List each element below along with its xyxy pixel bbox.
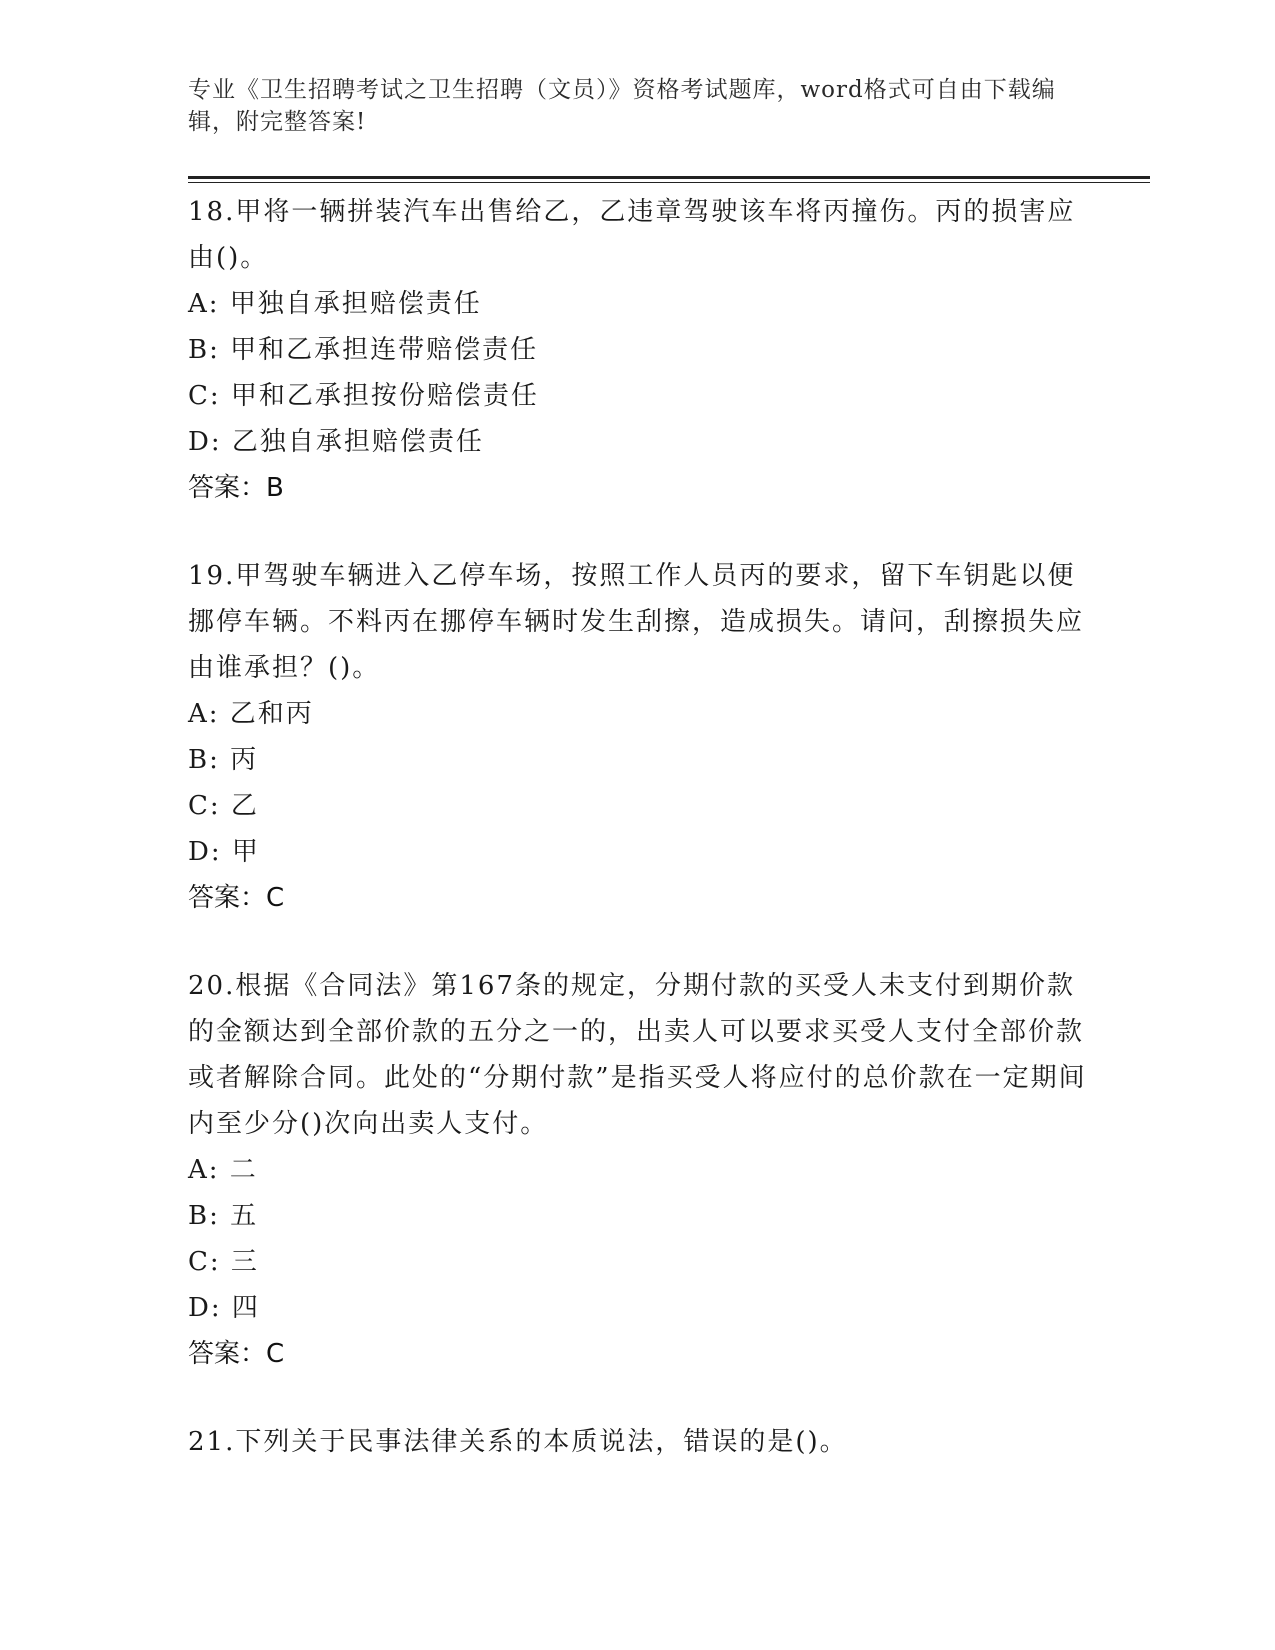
document-header: 专业《卫生招聘考试之卫生招聘（文员）》资格考试题库，word格式可自由下载编辑，附完整答案!	[188, 77, 1056, 135]
question-stem: 20.根据《合同法》第167条的规定，分期付款的买受人未支付到期价款的金额达到全部价款的五分之一的，出卖人可以要求买受人支付全部价款或者解除合同。此处的“分期付款”是指买受人将应付的总价款在一定期间内至少分()次向出卖人支付。	[188, 971, 1087, 1139]
question-stem: 18.甲将一辆拼装汽车出售给乙，乙违章驾驶该车将丙撞伤。丙的损害应由()。	[188, 197, 1076, 273]
question-21	[188, 1419, 1088, 1465]
option-b: B: 五	[188, 1201, 259, 1231]
question-list	[188, 189, 1088, 1507]
question-18	[188, 189, 1088, 511]
answer-label: 答案：B	[188, 473, 284, 503]
question-stem: 21.下列关于民事法律关系的本质说法，错误的是()。	[188, 1427, 848, 1457]
option-b: B: 丙	[188, 745, 259, 775]
question-stem: 19.甲驾驶车辆进入乙停车场，按照工作人员丙的要求，留下车钥匙以便挪停车辆。不料丙在挪停车辆时发生刮擦，造成损失。请问，刮擦损失应由谁承担？()。	[188, 561, 1085, 683]
option-b: B: 甲和乙承担连带赔偿责任	[188, 335, 539, 365]
option-d: D: 乙独自承担赔偿责任	[188, 427, 484, 457]
question-20	[188, 963, 1088, 1377]
option-a: A: 二	[188, 1155, 258, 1185]
option-c: C: 乙	[188, 791, 259, 821]
option-d: D: 四	[188, 1293, 260, 1323]
question-19	[188, 553, 1088, 921]
option-a: A: 甲独自承担赔偿责任	[188, 289, 482, 319]
header-divider-thin	[188, 182, 1150, 183]
header-divider-thick	[188, 176, 1150, 179]
option-c: C: 甲和乙承担按份赔偿责任	[188, 381, 539, 411]
option-a: A: 乙和丙	[188, 699, 314, 729]
option-d: D: 甲	[188, 837, 260, 867]
option-c: C: 三	[188, 1247, 259, 1277]
answer-label: 答案：C	[188, 1339, 285, 1369]
answer-label: 答案：C	[188, 883, 285, 913]
